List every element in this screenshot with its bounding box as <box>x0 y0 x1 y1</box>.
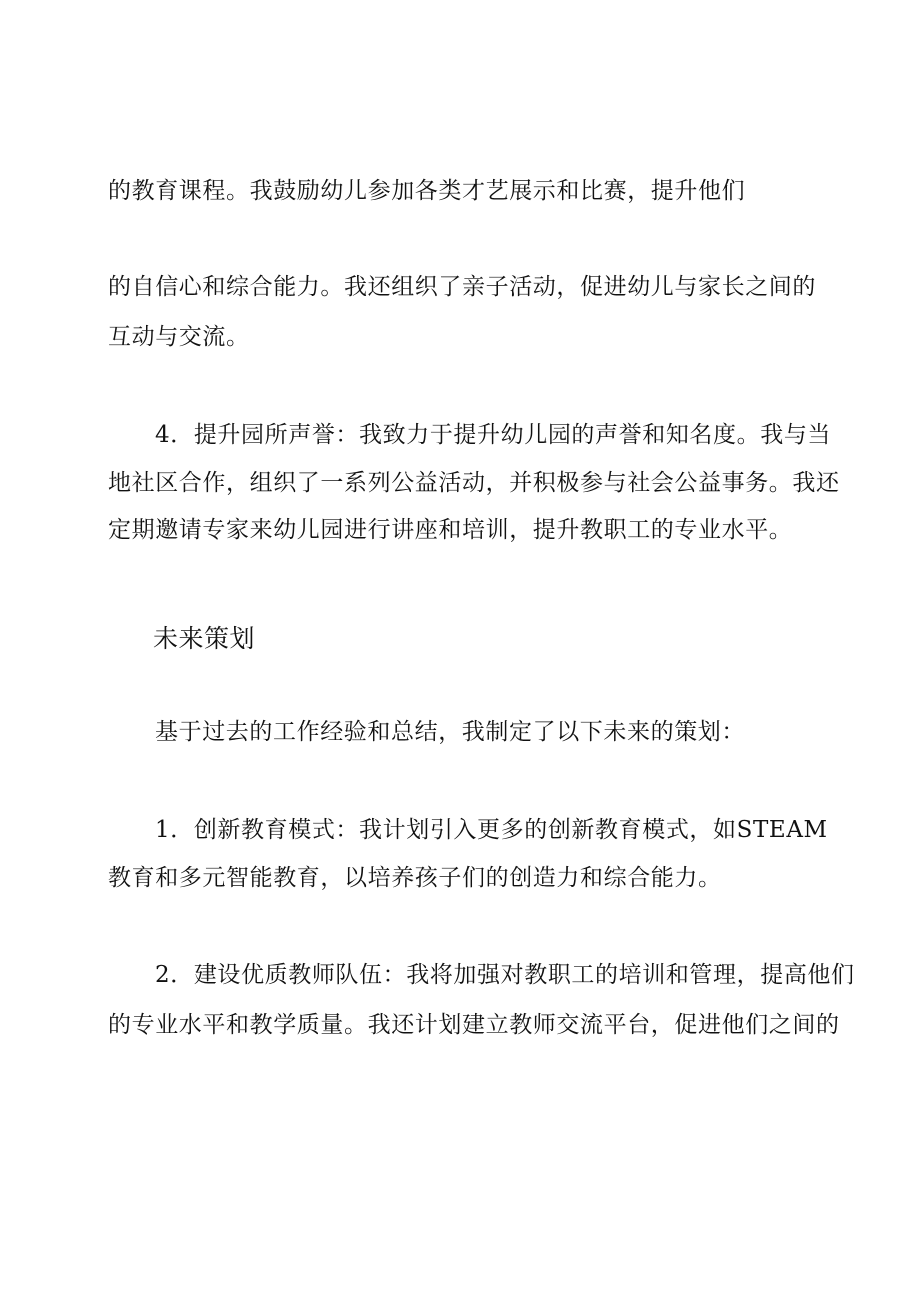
paragraph-line: 互动与交流。 <box>108 324 250 350</box>
list-item-1: 1．创新教育模式：我计划引入更多的创新教育模式，如STEAM <box>155 817 828 843</box>
paragraph-line: 的教育课程。我鼓励幼儿参加各类才艺展示和比赛，提升他们 <box>108 178 746 204</box>
paragraph-line: 定期邀请专家来幼儿园进行讲座和培训，提升教职工的专业水平。 <box>108 517 793 543</box>
paragraph-line: 的专业水平和教学质量。我还计划建立教师交流平台，促进他们之间的 <box>108 1012 840 1038</box>
list-item-2: 2．建设优质教师队伍：我将加强对教职工的培训和管理，提高他们 <box>155 962 855 988</box>
paragraph-line: 地社区合作，组织了一系列公益活动，并积极参与社会公益事务。我还 <box>108 470 840 496</box>
list-item-4: 4．提升园所声誉：我致力于提升幼儿园的声誉和知名度。我与当 <box>155 422 832 448</box>
section-heading: 未来策划 <box>153 624 256 653</box>
paragraph-line: 教育和多元智能教育，以培养孩子们的创造力和综合能力。 <box>108 865 722 891</box>
paragraph-line: 基于过去的工作经验和总结，我制定了以下未来的策划： <box>155 719 745 745</box>
paragraph-line: 的自信心和综合能力。我还组织了亲子活动，促进幼儿与家长之间的 <box>108 274 816 300</box>
